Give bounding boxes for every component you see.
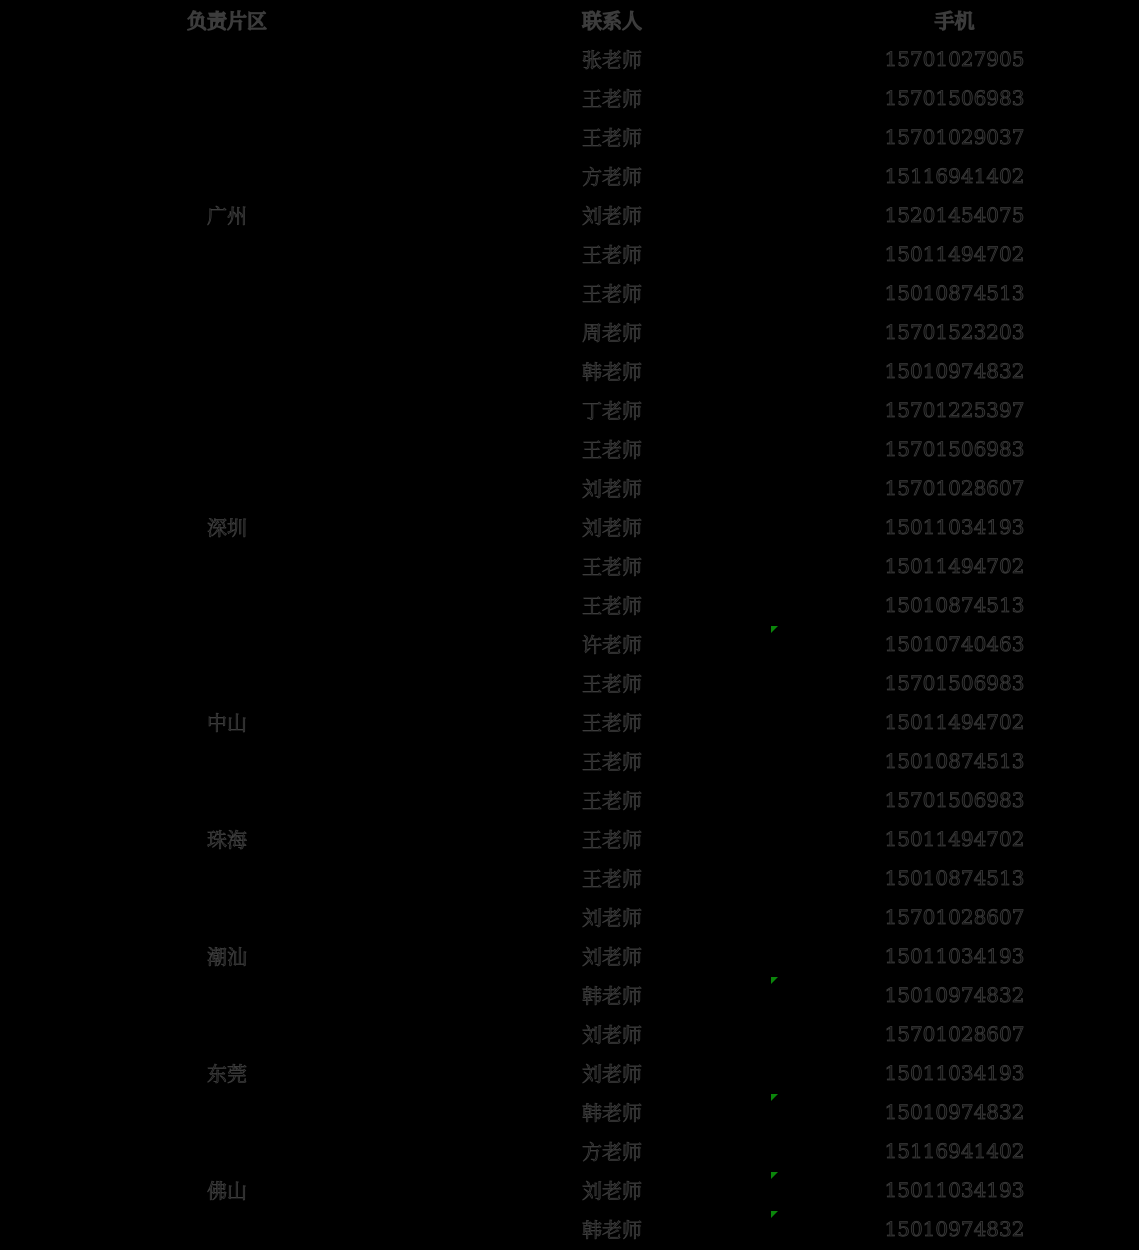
phone-cell[interactable]	[770, 1014, 1139, 1053]
area-cell[interactable]	[0, 1092, 454, 1131]
phone-cell[interactable]	[770, 702, 1139, 741]
contact-cell[interactable]	[454, 507, 770, 546]
table-row	[0, 156, 1139, 195]
phone-cell[interactable]	[770, 546, 1139, 585]
area-cell[interactable]	[0, 1053, 454, 1092]
cell-text: 深圳	[207, 516, 247, 540]
table-row	[0, 1092, 1139, 1131]
table-body	[0, 39, 1139, 1248]
error-indicator-icon	[771, 1211, 778, 1218]
area-cell[interactable]	[0, 585, 454, 624]
phone-cell[interactable]	[770, 1170, 1139, 1209]
cell-text: 15701028607	[884, 475, 1025, 500]
phone-cell[interactable]	[770, 585, 1139, 624]
contact-cell[interactable]	[454, 975, 770, 1014]
cell-text: 15010974832	[884, 358, 1025, 383]
contact-cell[interactable]	[454, 273, 770, 312]
phone-cell[interactable]	[770, 1209, 1139, 1248]
phone-cell[interactable]	[770, 429, 1139, 468]
area-cell[interactable]	[0, 351, 454, 390]
contact-cell[interactable]	[454, 78, 770, 117]
table-row	[0, 546, 1139, 585]
contact-cell[interactable]	[454, 702, 770, 741]
table-row	[0, 312, 1139, 351]
cell-text: 中山	[207, 711, 247, 735]
table-row	[0, 702, 1139, 741]
area-cell[interactable]	[0, 390, 454, 429]
error-indicator-icon	[771, 1172, 778, 1179]
contact-cell[interactable]	[454, 624, 770, 663]
table-row	[0, 234, 1139, 273]
error-indicator-icon	[771, 1094, 778, 1101]
table-row	[0, 468, 1139, 507]
cell-text: 刘老师	[582, 204, 642, 228]
cell-text: 韩老师	[582, 360, 642, 384]
contact-cell[interactable]	[454, 1131, 770, 1170]
cell-text: 王老师	[582, 438, 642, 462]
phone-cell[interactable]	[770, 507, 1139, 546]
area-cell[interactable]	[0, 429, 454, 468]
phone-cell[interactable]	[770, 858, 1139, 897]
phone-cell[interactable]	[770, 390, 1139, 429]
contact-cell[interactable]	[454, 39, 770, 78]
table-row	[0, 897, 1139, 936]
header-area-label: 负责片区	[187, 9, 267, 33]
phone-cell[interactable]	[770, 78, 1139, 117]
header-contact[interactable]	[454, 0, 770, 39]
area-cell[interactable]	[0, 1014, 454, 1053]
contact-cell[interactable]	[454, 819, 770, 858]
cell-text: 王老师	[582, 126, 642, 150]
table-row	[0, 780, 1139, 819]
contact-cell[interactable]	[454, 1170, 770, 1209]
area-cell[interactable]	[0, 897, 454, 936]
cell-text: 15011034193	[884, 1177, 1025, 1202]
area-cell[interactable]	[0, 1131, 454, 1170]
phone-cell[interactable]	[770, 663, 1139, 702]
phone-cell[interactable]	[770, 897, 1139, 936]
cell-text: 15011034193	[884, 514, 1025, 539]
cell-text: 刘老师	[582, 1179, 642, 1203]
phone-cell[interactable]	[770, 975, 1139, 1014]
phone-cell[interactable]	[770, 117, 1139, 156]
cell-text: 王老师	[582, 555, 642, 579]
phone-cell[interactable]	[770, 624, 1139, 663]
table-row	[0, 390, 1139, 429]
area-cell[interactable]	[0, 546, 454, 585]
area-cell[interactable]	[0, 39, 454, 78]
cell-text: 张老师	[582, 48, 642, 72]
area-cell[interactable]	[0, 273, 454, 312]
cell-text: 潮汕	[207, 945, 247, 969]
cell-text: 15010974832	[884, 1216, 1025, 1241]
area-cell[interactable]	[0, 624, 454, 663]
contact-cell[interactable]	[454, 1092, 770, 1131]
table-row	[0, 117, 1139, 156]
contact-cell[interactable]	[454, 741, 770, 780]
cell-text: 珠海	[207, 828, 247, 852]
cell-text: 15010874513	[884, 280, 1025, 305]
area-cell[interactable]	[0, 780, 454, 819]
contact-cell[interactable]	[454, 312, 770, 351]
cell-text: 15010874513	[884, 748, 1025, 773]
phone-cell[interactable]	[770, 351, 1139, 390]
area-cell[interactable]	[0, 195, 454, 234]
table-row	[0, 1131, 1139, 1170]
table-row	[0, 78, 1139, 117]
cell-text: 韩老师	[582, 984, 642, 1008]
cell-text: 15701029037	[884, 124, 1025, 149]
table-row	[0, 507, 1139, 546]
phone-cell[interactable]	[770, 780, 1139, 819]
cell-text: 刘老师	[582, 1023, 642, 1047]
cell-text: 周老师	[582, 321, 642, 345]
table-row	[0, 39, 1139, 78]
cell-text: 方老师	[582, 1140, 642, 1164]
cell-text: 15701506983	[884, 436, 1025, 461]
table-row	[0, 663, 1139, 702]
phone-cell[interactable]	[770, 273, 1139, 312]
cell-text: 15010874513	[884, 865, 1025, 890]
area-cell[interactable]	[0, 312, 454, 351]
area-cell[interactable]	[0, 234, 454, 273]
phone-cell[interactable]	[770, 234, 1139, 273]
header-phone-label: 手机	[934, 9, 975, 33]
cell-text: 15011494702	[884, 241, 1025, 266]
table-row	[0, 585, 1139, 624]
cell-text: 15011494702	[884, 553, 1025, 578]
contact-cell[interactable]	[454, 585, 770, 624]
table-row	[0, 936, 1139, 975]
phone-cell[interactable]	[770, 312, 1139, 351]
table-row	[0, 195, 1139, 234]
cell-text: 王老师	[582, 828, 642, 852]
contact-cell[interactable]	[454, 780, 770, 819]
cell-text: 韩老师	[582, 1101, 642, 1125]
cell-text: 15011034193	[884, 1060, 1025, 1085]
cell-text: 15701523203	[884, 319, 1025, 344]
cell-text: 15701506983	[884, 787, 1025, 812]
cell-text: 15010974832	[884, 982, 1025, 1007]
contact-cell[interactable]	[454, 546, 770, 585]
cell-text: 王老师	[582, 87, 642, 111]
table-row	[0, 975, 1139, 1014]
cell-text: 15701506983	[884, 670, 1025, 695]
cell-text: 15701225397	[884, 397, 1025, 422]
cell-text: 方老师	[582, 165, 642, 189]
phone-cell[interactable]	[770, 156, 1139, 195]
cell-text: 刘老师	[582, 906, 642, 930]
cell-text: 王老师	[582, 867, 642, 891]
contact-cell[interactable]	[454, 117, 770, 156]
error-indicator-icon	[771, 626, 778, 633]
contact-cell[interactable]	[454, 156, 770, 195]
cell-text: 15010974832	[884, 1099, 1025, 1124]
area-cell[interactable]	[0, 156, 454, 195]
area-cell[interactable]	[0, 702, 454, 741]
table-row	[0, 1053, 1139, 1092]
cell-text: 丁老师	[582, 399, 642, 423]
cell-text: 王老师	[582, 750, 642, 774]
area-cell[interactable]	[0, 78, 454, 117]
phone-cell[interactable]	[770, 1053, 1139, 1092]
contact-cell[interactable]	[454, 897, 770, 936]
phone-cell[interactable]	[770, 741, 1139, 780]
area-cell[interactable]	[0, 1209, 454, 1248]
contact-cell[interactable]	[454, 390, 770, 429]
table-row	[0, 1209, 1139, 1248]
cell-text: 佛山	[207, 1179, 247, 1203]
phone-cell[interactable]	[770, 936, 1139, 975]
cell-text: 王老师	[582, 594, 642, 618]
error-indicator-icon	[771, 977, 778, 984]
cell-text: 许老师	[582, 633, 642, 657]
table-row	[0, 429, 1139, 468]
area-cell[interactable]	[0, 936, 454, 975]
contact-cell[interactable]	[454, 1014, 770, 1053]
cell-text: 刘老师	[582, 477, 642, 501]
area-cell[interactable]	[0, 858, 454, 897]
area-cell[interactable]	[0, 507, 454, 546]
header-phone[interactable]	[770, 0, 1139, 39]
contact-cell[interactable]	[454, 1209, 770, 1248]
table-row	[0, 624, 1139, 663]
cell-text: 15011494702	[884, 826, 1025, 851]
phone-cell[interactable]	[770, 819, 1139, 858]
cell-text: 15701506983	[884, 85, 1025, 110]
phone-cell[interactable]	[770, 195, 1139, 234]
cell-text: 15011034193	[884, 943, 1025, 968]
contact-cell[interactable]	[454, 936, 770, 975]
cell-text: 王老师	[582, 711, 642, 735]
cell-text: 刘老师	[582, 945, 642, 969]
cell-text: 15116941402	[884, 1138, 1025, 1163]
table-row	[0, 858, 1139, 897]
area-cell[interactable]	[0, 819, 454, 858]
table-row	[0, 351, 1139, 390]
cell-text: 15201454075	[884, 202, 1025, 227]
table-row	[0, 1170, 1139, 1209]
contact-cell[interactable]	[454, 663, 770, 702]
cell-text: 东莞	[207, 1062, 247, 1086]
phone-cell[interactable]	[770, 39, 1139, 78]
contact-cell[interactable]	[454, 429, 770, 468]
table-row	[0, 1014, 1139, 1053]
cell-text: 王老师	[582, 282, 642, 306]
cell-text: 15010874513	[884, 592, 1025, 617]
contact-cell[interactable]	[454, 468, 770, 507]
contact-cell[interactable]	[454, 858, 770, 897]
contact-cell[interactable]	[454, 351, 770, 390]
cell-text: 王老师	[582, 672, 642, 696]
area-cell[interactable]	[0, 975, 454, 1014]
phone-cell[interactable]	[770, 468, 1139, 507]
cell-text: 王老师	[582, 789, 642, 813]
header-row	[0, 0, 1139, 39]
cell-text: 王老师	[582, 243, 642, 267]
contact-cell[interactable]	[454, 234, 770, 273]
area-cell[interactable]	[0, 1170, 454, 1209]
area-cell[interactable]	[0, 741, 454, 780]
cell-text: 广州	[207, 204, 247, 228]
cell-text: 15116941402	[884, 163, 1025, 188]
cell-text: 15010740463	[884, 631, 1025, 656]
phone-cell[interactable]	[770, 1092, 1139, 1131]
header-area[interactable]	[0, 0, 454, 39]
cell-text: 刘老师	[582, 1062, 642, 1086]
area-cell[interactable]	[0, 663, 454, 702]
header-contact-label: 联系人	[582, 9, 642, 33]
table-row	[0, 273, 1139, 312]
phone-cell[interactable]	[770, 1131, 1139, 1170]
cell-text: 15701028607	[884, 904, 1025, 929]
cell-text: 刘老师	[582, 516, 642, 540]
contact-cell[interactable]	[454, 195, 770, 234]
cell-text: 韩老师	[582, 1218, 642, 1242]
cell-text: 15701027905	[884, 46, 1025, 71]
table-row	[0, 741, 1139, 780]
table-row	[0, 819, 1139, 858]
contact-cell[interactable]	[454, 1053, 770, 1092]
area-cell[interactable]	[0, 117, 454, 156]
cell-text: 15701028607	[884, 1021, 1025, 1046]
cell-text: 15011494702	[884, 709, 1025, 734]
area-cell[interactable]	[0, 468, 454, 507]
